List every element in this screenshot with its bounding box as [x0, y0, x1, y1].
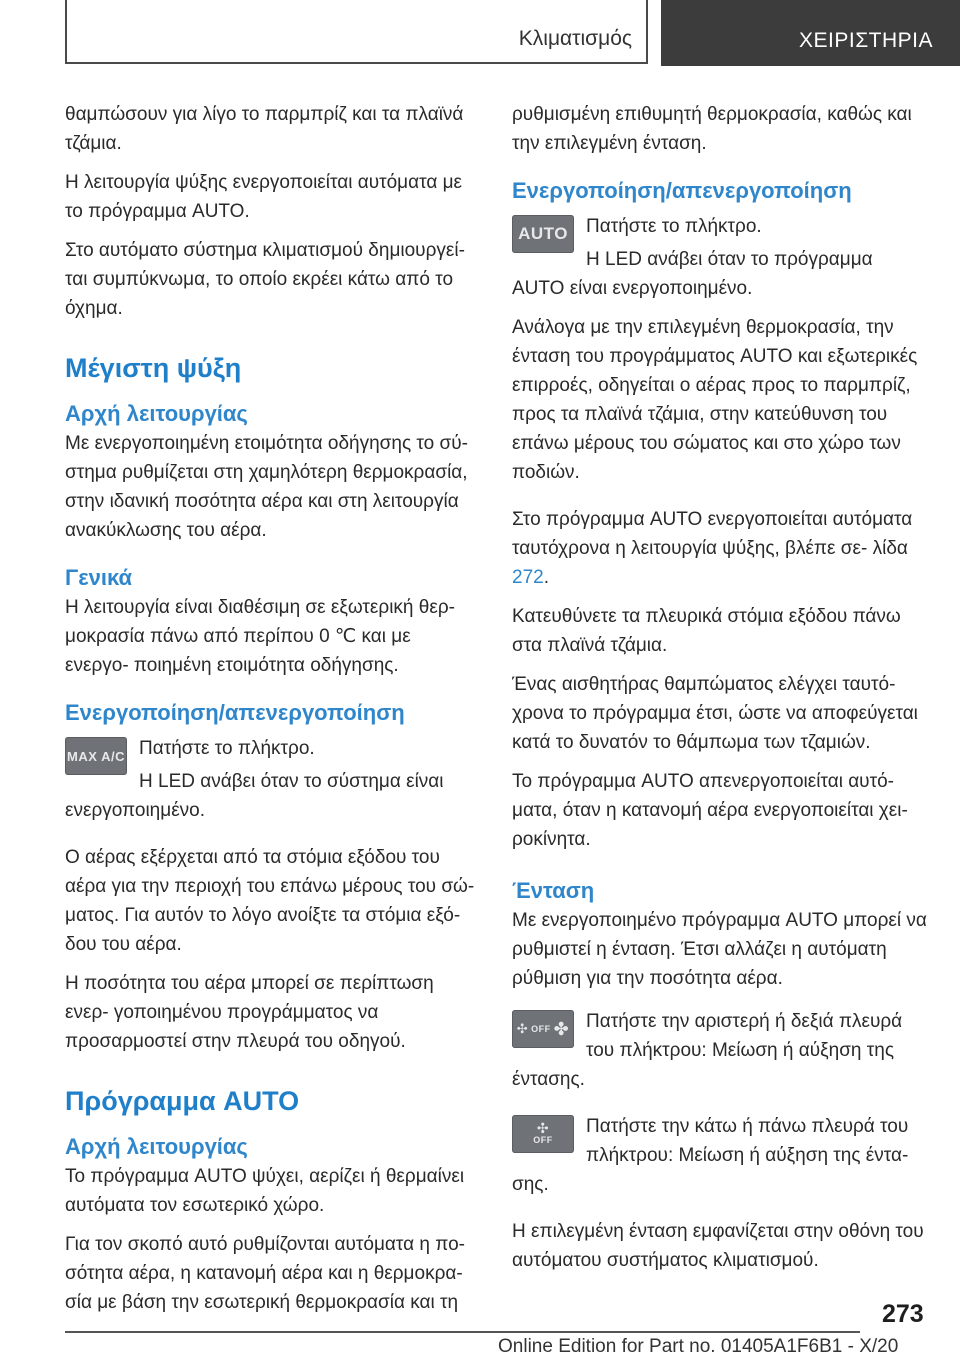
paragraph: Ανάλογα με την επιλεγμένη θερμοκρασία, την ένταση του προγράμματος AUTO και εξωτερικές επιρροές, οδηγείται ο αέρας προς το παρμπρίζ, προς τα πλαϊνά τζάμια, στην κατεύθυνση του επάνω μέρους του σώματος και στο χώρο των ποδιών. [512, 317, 918, 483]
heading-on-off: Ενεργοποίηση/απενεργοποίηση [512, 178, 852, 203]
heading-auto-program: Πρόγραμμα AUTO [65, 1086, 300, 1116]
heading-principle: Αρχή λειτουργίας [65, 1134, 248, 1159]
fan-small-icon: ✣ [516, 1021, 529, 1036]
paragraph-text: Στο πρόγραμμα AUTO ενεργοποιείται αυτόματα ταυτόχρονα η λειτουργία ψύξης, βλέπε σε- λίδα [512, 509, 913, 559]
right-column [512, 100, 930, 1285]
footer-divider [65, 1331, 860, 1333]
paragraph: Η λειτουργία είναι διαθέσιμη σε εξωτερική θερ- μοκρασία πάνω από περίπου 0 ℃ και με ενεργο- ποιημένη ετοιμότητα οδήγησης. [65, 597, 455, 676]
paragraph: θαμπώσουν για λίγο το παρμπρίζ και τα πλαϊνά τζάμια. [65, 104, 464, 154]
page-link[interactable]: 272 [512, 567, 544, 588]
chapter-tab [661, 0, 960, 66]
paragraph: Η LED ανάβει όταν το πρόγραμμα AUTO είναι ενεργοποιημένο. [512, 249, 873, 299]
paragraph: Πατήστε το πλήκτρο. [139, 738, 315, 759]
fan-intensity-button-icon [512, 1010, 574, 1048]
paragraph: Η λειτουργία ψύξης ενεργοποιείται αυτόματα με το πρόγραμμα AUTO. [65, 172, 463, 222]
section-tab [65, 0, 648, 64]
left-column [65, 100, 475, 1327]
paragraph: Η επιλεγμένη ένταση εμφανίζεται στην οθόνη του αυτόματου συστήματος κλιματισμού. [512, 1221, 924, 1271]
paragraph-text: . [543, 567, 549, 588]
fan-large-icon: ✤ [553, 1018, 570, 1039]
auto-button-icon: AUTO [512, 215, 574, 253]
paragraph: Κατευθύνετε τα πλευρικά στόμια εξόδου πάνω στα πλαϊνά τζάμια. [512, 606, 901, 656]
paragraph: Ο αέρας εξέρχεται από τα στόμια εξόδου του αέρα για την περιοχή του επάνω μέρους του σώ- ματος. Για αυτόν το λόγο ανοίξτε τα στόμια εξό- δου του αέρα. [65, 847, 475, 955]
heading-max-cooling: Μέγιστη ψύξη [65, 353, 242, 383]
heading-on-off: Ενεργοποίηση/απενεργοποίηση [65, 700, 405, 725]
paragraph: Πατήστε την αριστερή ή δεξιά πλευρά του πλήκτρου: Μείωση ή αύξηση της έντασης. [512, 1011, 903, 1090]
paragraph: Με ενεργοποιημένη ετοιμότητα οδήγησης το σύ- στημα ρυθμίζεται στη χαμηλότερη θερμοκρασία, στην ιδανική ποσότητα αέρα και στη λειτουργία ανακύκλωσης του αέρα. [65, 433, 468, 541]
off-label: OFF [531, 1024, 551, 1034]
paragraph: Το πρόγραμμα AUTO ψύχει, αερίζει ή θερμαίνει αυτόματα τον εσωτερικό χώρο. [65, 1166, 465, 1216]
heading-principle: Αρχή λειτουργίας [65, 401, 248, 426]
fan-icon: ✣ [536, 1120, 550, 1136]
footer-edition: Online Edition for Part no. 01405A1F6B1 - X/20 [498, 1336, 899, 1357]
paragraph: Το πρόγραμμα AUTO απενεργοποιείται αυτό- ματα, όταν η κατανομή αέρα ενεργοποιείται χει- ροκίνητα. [512, 771, 908, 850]
heading-general: Γενικά [65, 565, 133, 590]
paragraph: Ένας αισθητήρας θαμπώματος ελέγχει ταυτό- χρονα το πρόγραμμα έτσι, ώστε να αποφεύγεται κατά το δυνατόν το θάμπωμα των τζαμιών. [512, 674, 918, 753]
paragraph: Η ποσότητα του αέρα μπορεί σε περίπτωση ενερ- γοποιημένου προγράμματος να προσαρμοστεί στην πλευρά του οδηγού. [65, 973, 434, 1052]
max-ac-button-icon: MAX A/C [65, 737, 127, 775]
paragraph: Η LED ανάβει όταν το σύστημα είναι ενεργοποιημένο. [65, 771, 444, 821]
paragraph: Στο αυτόματο σύστημα κλιματισμού δημιουργεί- ται συμπύκνωμα, το οποίο εκρέει κάτω από το όχημα. [65, 240, 465, 319]
page-number: 273 [882, 1300, 924, 1328]
paragraph: Πατήστε το πλήκτρο. [586, 216, 762, 237]
fan-up-down-button-icon [512, 1115, 574, 1153]
paragraph-with-link [512, 505, 930, 592]
chapter-title: ΧΕΙΡΙΣΤΗΡΙΑ [799, 29, 934, 52]
heading-intensity: Ένταση [512, 878, 595, 903]
paragraph: Με ενεργοποιημένο πρόγραμμα AUTO μπορεί να ρυθμιστεί η ένταση. Έτσι αλλάζει η αυτόματη ρύθμιση για την ποσότητα αέρα. [512, 910, 927, 989]
paragraph: Πατήστε την κάτω ή πάνω πλευρά του πλήκτρου: Μείωση ή αύξηση της έντα- σης. [512, 1116, 909, 1195]
off-label: OFF [533, 1135, 553, 1145]
paragraph: ρυθμισμένη επιθυμητή θερμοκρασία, καθώς και την επιλεγμένη ένταση. [512, 104, 912, 154]
section-title: Κλιματισμός [518, 27, 632, 50]
paragraph: Για τον σκοπό αυτό ρυθμίζονται αυτόματα η πο- σότητα αέρα, η κατανομή αέρα και η θερμοκρα- σία με βάση την εσωτερική θερμοκρασία και τη [65, 1234, 465, 1313]
